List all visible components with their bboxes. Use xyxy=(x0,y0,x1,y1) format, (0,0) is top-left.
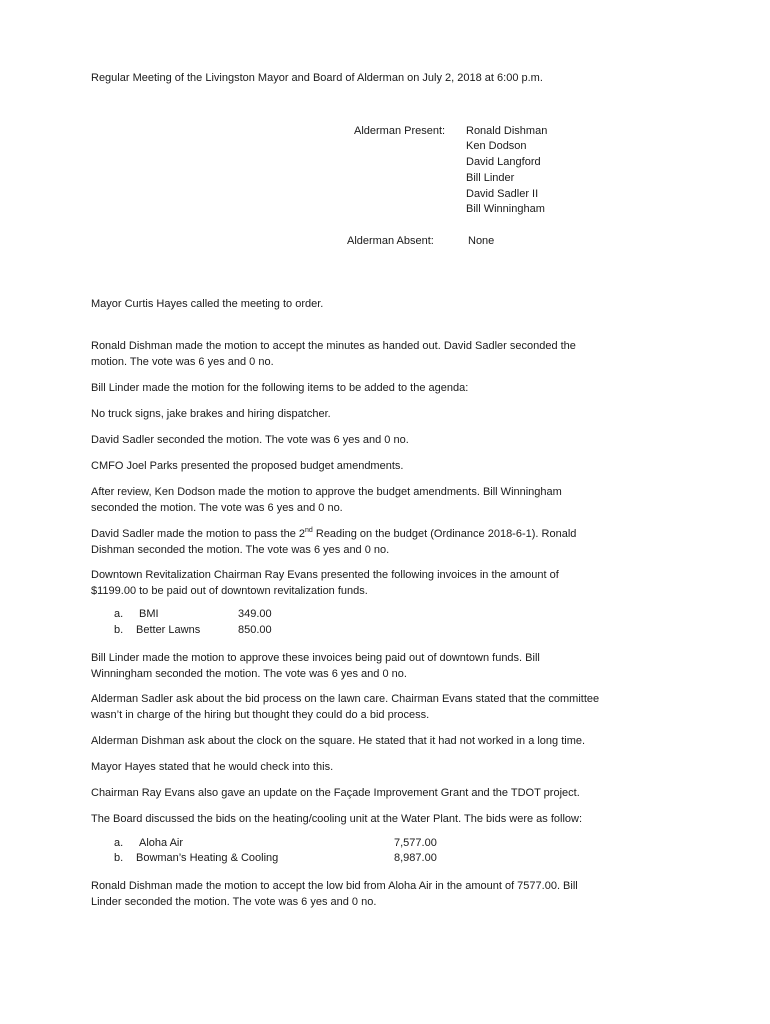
paragraph-line: $1199.00 to be paid out of downtown revitalization funds. xyxy=(91,585,368,597)
paragraph-line: Alderman Sadler ask about the bid process on the lawn care. Chairman Evans stated that the committee xyxy=(91,693,600,705)
paragraph-line: The Board discussed the bids on the heating/cooling unit at the Water Plant. The bids were as follow: xyxy=(91,813,583,825)
paragraph-line: Alderman Dishman ask about the clock on the square. He stated that it had not worked in a long time. xyxy=(91,735,586,747)
absent-label: Alderman Absent: xyxy=(347,235,434,247)
paragraph xyxy=(91,380,691,396)
invoice-amount: 850.00 xyxy=(238,624,272,636)
paragraph-line: Mayor Curtis Hayes called the meeting to order. xyxy=(91,298,324,310)
list-letter: b. xyxy=(114,624,124,636)
invoice-amount: 349.00 xyxy=(238,608,272,620)
bid-name: Aloha Air xyxy=(139,837,184,849)
text-run: Reading on the budget (Ordinance 2018-6-1). Ronald xyxy=(312,528,577,540)
paragraph-line: Ronald Dishman made the motion to accept the low bid from Aloha Air in the amount of 7577.00. Bill xyxy=(91,880,578,892)
bid-amount: 8,987.00 xyxy=(394,852,437,864)
paragraph-line: motion. The vote was 6 yes and 0 no. xyxy=(91,356,274,368)
present-label: Alderman Present: xyxy=(354,125,446,137)
present-member: David Langford xyxy=(466,156,541,168)
paragraph-line: No truck signs, jake brakes and hiring dispatcher. xyxy=(91,408,331,420)
invoice-name: BMI xyxy=(139,608,159,620)
present-member: Bill Linder xyxy=(466,172,515,184)
present-member: Ronald Dishman xyxy=(466,125,548,137)
present-member: Bill Winningham xyxy=(466,203,545,215)
meeting-title: Regular Meeting of the Livingston Mayor and Board of Alderman on July 2, 2018 at 6:00 p.m. xyxy=(91,72,543,84)
paragraph xyxy=(91,458,691,474)
paragraph-line: After review, Ken Dodson made the motion to approve the budget amendments. Bill Winningham xyxy=(91,486,562,498)
paragraph-line: CMFO Joel Parks presented the proposed budget amendments. xyxy=(91,460,404,472)
paragraph-line: Bill Linder made the motion to approve these invoices being paid out of downtown funds. Bill xyxy=(91,652,540,664)
paragraph-line: Bill Linder made the motion for the following items to be added to the agenda: xyxy=(91,382,469,394)
paragraph-line: wasn’t in charge of the hiring but thought they could do a bid process. xyxy=(91,709,430,721)
paragraph xyxy=(91,878,691,910)
paragraph-line xyxy=(91,526,691,542)
list-letter: a. xyxy=(114,608,124,620)
paragraph-line: David Sadler seconded the motion. The vote was 6 yes and 0 no. xyxy=(91,434,409,446)
present-member: David Sadler II xyxy=(466,188,539,200)
paragraph-line: Linder seconded the motion. The vote was 6 yes and 0 no. xyxy=(91,896,377,908)
superscript: nd xyxy=(305,527,313,534)
bid-amount: 7,577.00 xyxy=(394,837,437,849)
paragraph-line: Winningham seconded the motion. The vote was 6 yes and 0 no. xyxy=(91,668,407,680)
paragraph xyxy=(91,484,691,516)
list-letter: a. xyxy=(114,837,124,849)
paragraph xyxy=(91,526,691,558)
paragraph xyxy=(91,296,691,312)
paragraph xyxy=(91,338,691,370)
paragraph-line: Ronald Dishman made the motion to accept the minutes as handed out. David Sadler seconded the xyxy=(91,340,576,352)
paragraph xyxy=(91,567,691,599)
paragraph xyxy=(91,733,691,749)
bid-name: Bowman’s Heating & Cooling xyxy=(136,852,279,864)
paragraph-line: Downtown Revitalization Chairman Ray Evans presented the following invoices in the amount of xyxy=(91,569,559,581)
paragraph-line: Chairman Ray Evans also gave an update on the Façade Improvement Grant and the TDOT project. xyxy=(91,787,580,799)
paragraph xyxy=(91,432,691,448)
text-run: David Sadler made the motion to pass the 2 xyxy=(91,528,306,540)
paragraph xyxy=(91,691,691,723)
paragraph xyxy=(91,406,691,422)
list-letter: b. xyxy=(114,852,124,864)
paragraph xyxy=(91,650,691,682)
present-member: Ken Dodson xyxy=(466,140,527,152)
paragraph xyxy=(91,759,691,775)
paragraph-line: seconded the motion. The vote was 6 yes and 0 no. xyxy=(91,502,343,514)
paragraph-line: Mayor Hayes stated that he would check into this. xyxy=(91,761,334,773)
paragraph-line: Dishman seconded the motion. The vote was 6 yes and 0 no. xyxy=(91,544,390,556)
paragraph xyxy=(91,811,691,827)
paragraph xyxy=(91,785,691,801)
absent-value: None xyxy=(468,235,495,247)
invoice-name: Better Lawns xyxy=(136,624,201,636)
